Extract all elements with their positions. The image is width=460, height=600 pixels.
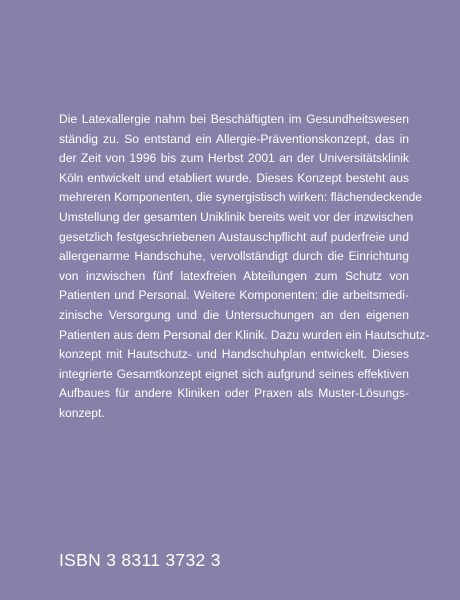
blurb-line: Aufbaues für andere Kliniken oder Praxen als Muster-Lösungs- [59,386,409,401]
blurb-line: der Zeit von 1996 bis zum Herbst 2001 an der Universitätsklinik [59,151,409,166]
blurb-line: Umstellung der gesamten Uniklinik bereits weit vor der inzwischen [59,209,414,224]
blurb-line: konzept. [59,405,105,420]
blurb-line: konzept mit Hautschutz- und Handschuhplan entwickelt. Dieses [59,347,409,362]
blurb-line: Köln entwickelt und etabliert wurde. Dieses Konzept besteht aus [59,170,409,185]
blurb-line: Patienten aus dem Personal der Klinik. Dazu wurden ein Hautschutz- [59,327,430,342]
blurb-line: zinische Versorgung und die Untersuchungen an den eigenen [59,307,409,322]
blurb-line: gesetzlich festgeschriebenen Austauschpflicht auf puderfreie und [59,229,409,244]
blurb-line: integrierte Gesamtkonzept eignet sich aufgrund seines effektiven [59,366,409,381]
blurb-text [59,110,430,424]
isbn-number: ISBN 3 8311 3732 3 [59,550,221,570]
blurb-line: von inzwischen fünf latexfreien Abteilungen zum Schutz von [59,268,409,283]
blurb-line: mehreren Komponenten, die synergistisch wirken: flächendeckende [59,190,423,205]
blurb-line: ständig zu. So entstand ein Allergie-Präventionskonzept, das in [59,131,409,146]
blurb-line: allergenarme Handschuhe, vervollständigt durch die Einrichtung [59,249,409,264]
blurb-line: Die Latexallergie nahm bei Beschäftigten im Gesundheitswesen [59,112,409,126]
blurb-line: Patienten und Personal. Weitere Komponenten: die arbeitsmedi- [59,288,409,303]
